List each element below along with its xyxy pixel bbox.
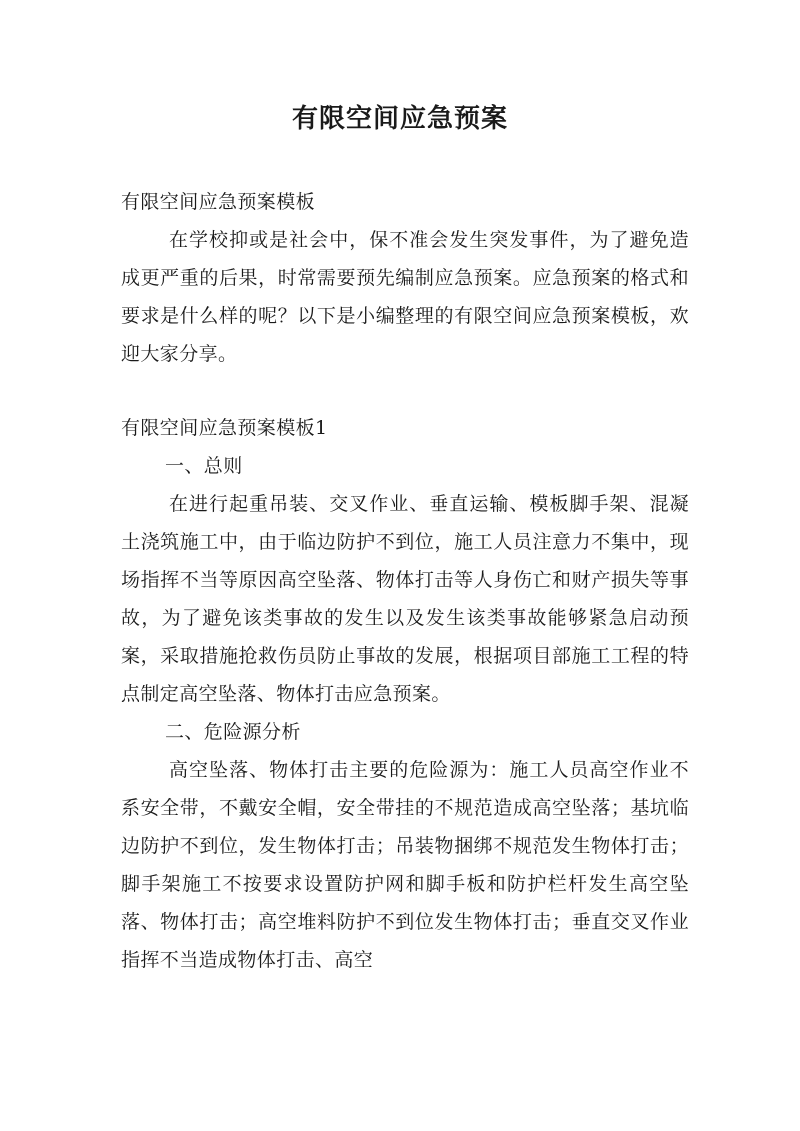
section-heading-general: 一、总则 bbox=[165, 455, 243, 477]
intro-heading: 有限空间应急预案模板 bbox=[121, 191, 316, 213]
document-title: 有限空间应急预案 bbox=[291, 104, 508, 134]
template-heading: 有限空间应急预案模板1 bbox=[121, 417, 328, 439]
section-heading-hazard-analysis: 二、危险源分析 bbox=[165, 721, 301, 743]
document-body bbox=[121, 183, 689, 979]
section-body-hazard-analysis: 高空坠落、物体打击主要的危险源为：施工人员高空作业不系安全带，不戴安全帽，安全带挂的不规范造成高空坠落；基坑临边防护不到位，发生物体打击；吊装物捆绑不规范发生物体打击；脚手架施工不按要求设置防护网和脚手板和防护栏杆发生高空坠落、物体打击；高空堆料防护不到位发生物体打击；垂直交叉作业指挥不当造成物体打击、高空 bbox=[121, 759, 689, 971]
section-body-general: 在进行起重吊装、交叉作业、垂直运输、模板脚手架、混凝土浇筑施工中，由于临边防护不到位，施工人员注意力不集中，现场指挥不当等原因高空坠落、物体打击等人身伤亡和财产损失等事故，为了避免该类事故的发生以及发生该类事故能够紧急启动预案，采取措施抢救伤员防止事故的发展，根据项目部施工工程的特点制定高空坠落、物体打击应急预案。 bbox=[121, 493, 689, 705]
paragraph-spacer bbox=[121, 373, 689, 409]
intro-paragraph: 在学校抑或是社会中，保不准会发生突发事件，为了避免造成更严重的后果，时常需要预先编制应急预案。应急预案的格式和要求是什么样的呢？以下是小编整理的有限空间应急预案模板，欢迎大家分享。 bbox=[121, 229, 689, 365]
